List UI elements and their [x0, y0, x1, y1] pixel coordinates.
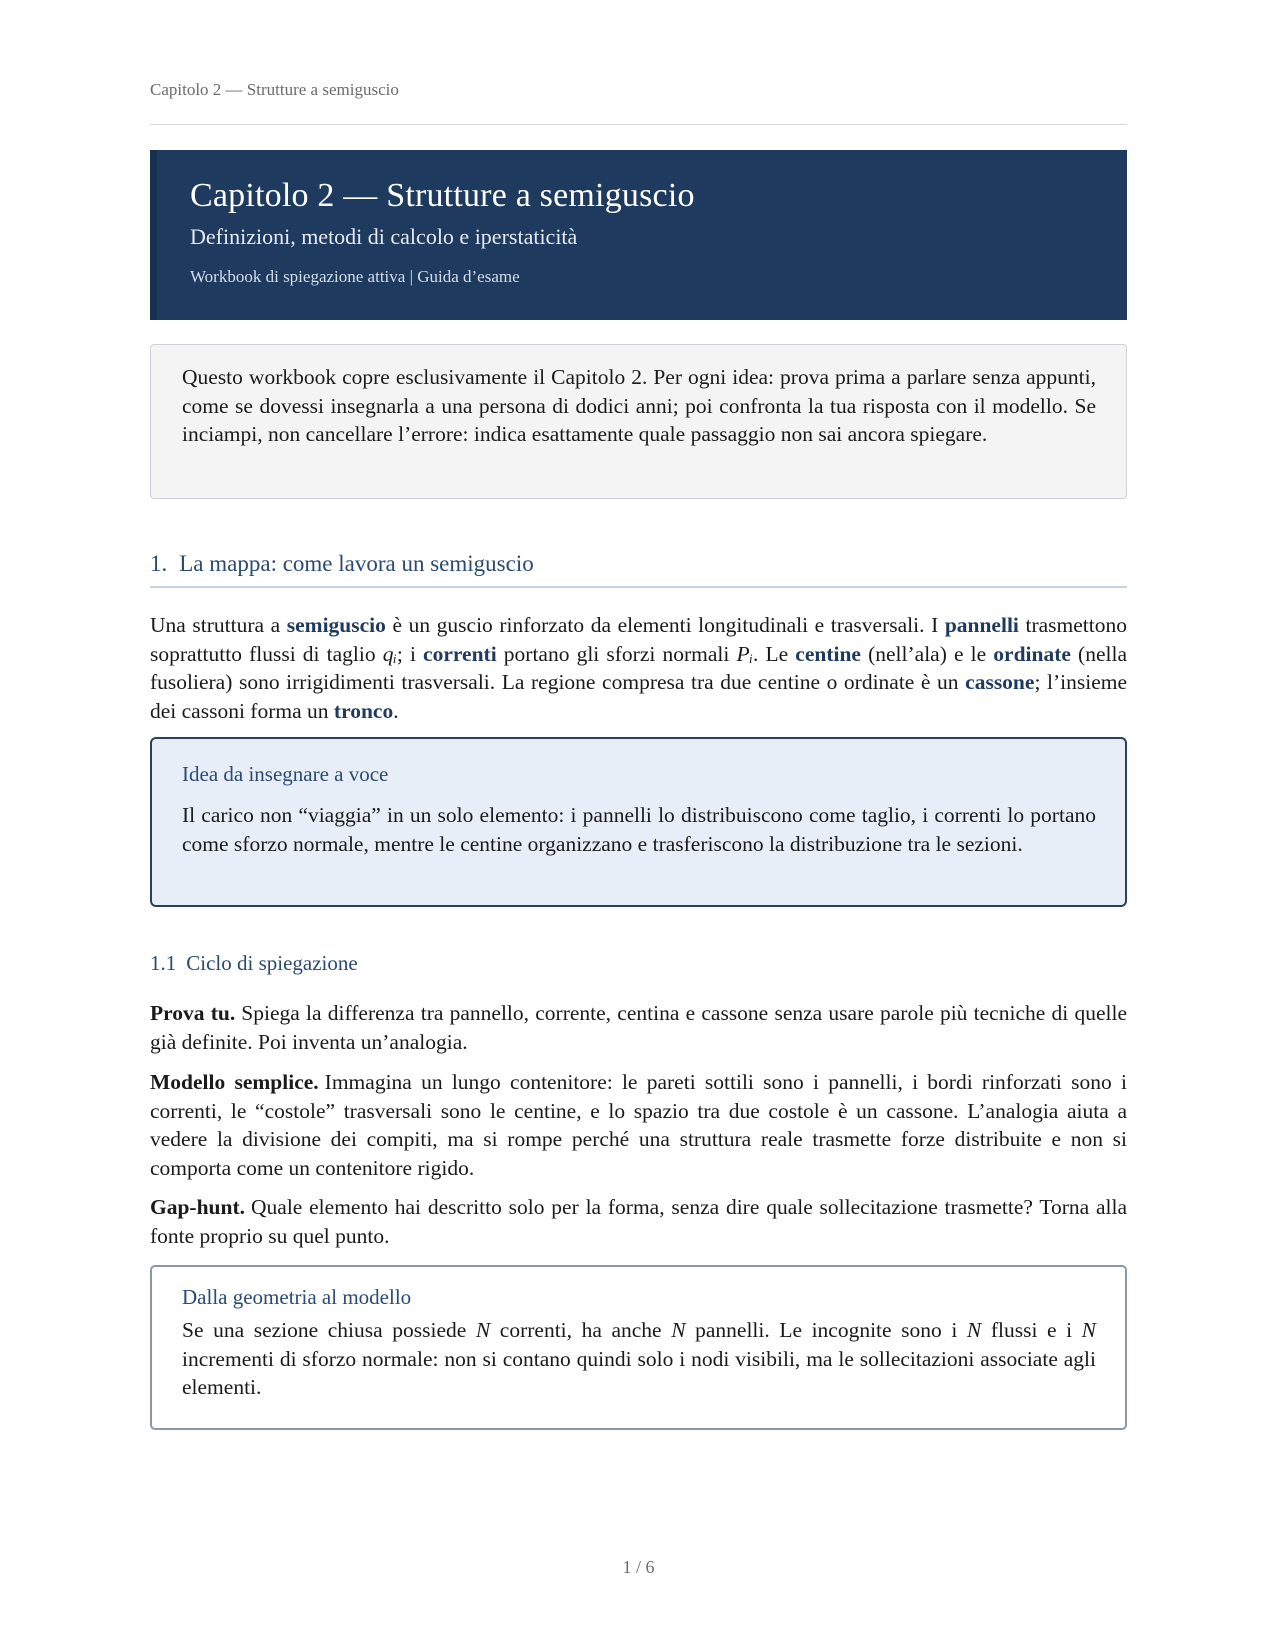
header-divider [150, 124, 1127, 125]
gap-lead: Gap-hunt. [150, 1195, 245, 1219]
text-span: correnti, ha anche [490, 1318, 672, 1342]
math-pi: Pᵢ [736, 641, 753, 666]
keyword-cassone: cassone [965, 670, 1035, 694]
section-paragraph [150, 611, 1127, 725]
keyword-pannelli: pannelli [944, 613, 1019, 637]
gap-text: Quale elemento hai descritto solo per la forma, senza dire quale sollecitazione trasmette? Torna alla fonte proprio su quel punto. [150, 1195, 1127, 1248]
text-span: pannelli. Le incognite sono i [685, 1318, 967, 1342]
text-span: portano gli sforzi normali [496, 641, 737, 666]
geo-box-body [182, 1316, 1096, 1402]
text-span: trasmettono soprattutto flussi di taglio [150, 613, 1127, 666]
geo-box-title: Dalla geometria al modello [182, 1285, 412, 1309]
try-text: Spiega la differenza tra pannello, corrente, centina e cassone senza usare parole più tecniche di quelle già definite. Poi inventa un’analogia. [150, 1001, 1127, 1054]
subsection-heading [150, 951, 358, 976]
chapter-title: Capitolo 2 — Strutture a semiguscio [190, 177, 695, 214]
section-divider [150, 586, 1127, 588]
model-paragraph [150, 1068, 1127, 1182]
text-span: . [393, 698, 399, 723]
intro-box [150, 344, 1127, 499]
idea-box-body: Il carico non “viaggia” in un solo elemento: i pannelli lo distribuiscono come taglio, i correnti lo portano come sforzo normale, mentre le centine organizzano e trasferiscono la distribuzione tra le sezioni. [182, 803, 1096, 856]
text-span: ; i [396, 641, 424, 666]
keyword-centine: centine [795, 641, 861, 666]
keyword-semiguscio: semiguscio [286, 613, 386, 637]
page-number: 1 / 6 [622, 1557, 655, 1577]
section-title: La mappa: come lavora un semiguscio [179, 551, 534, 576]
subsection-number: 1.1 [150, 951, 177, 975]
keyword-tronco: tronco [333, 698, 394, 723]
text-span: Se una sezione chiusa possiede [182, 1318, 476, 1342]
banner-accent-bar [150, 150, 157, 320]
text-span: . Le [753, 641, 796, 666]
try-lead: Prova tu. [150, 1001, 236, 1025]
section-number: 1. [150, 551, 168, 576]
subsection-title: Ciclo di spiegazione [186, 951, 358, 975]
running-header: Capitolo 2 — Strutture a semiguscio [150, 80, 399, 99]
math-n: N [475, 1318, 491, 1342]
chapter-banner [150, 150, 1127, 320]
try-paragraph [150, 999, 1127, 1056]
math-qi: qᵢ [382, 641, 397, 666]
text-span: (nell’ala) e le [860, 641, 994, 666]
geometry-callout-box [150, 1265, 1127, 1430]
gap-hunt-paragraph [150, 1193, 1127, 1250]
section-heading [150, 551, 534, 577]
math-n: N [1081, 1318, 1097, 1342]
text-span: è un guscio rinforzato da elementi longitudinali e trasversali. I [385, 613, 945, 637]
intro-text: Questo workbook copre esclusivamente il Capitolo 2. Per ogni idea: prova prima a parlare senza appunti, come se dovessi insegnarla a una persona di dodici anni; poi confronta la tua risposta con il modello. Se inciampi, non cancellare l’errore: indica esattamente quale passaggio non sai ancora spiegare. [182, 365, 1096, 446]
model-text: Immagina un lungo contenitore: le pareti sottili sono i pannelli, i bordi rinforzati sono i correnti, le “costole” trasversali sono le centine, e lo spazio tra due costole è un cassone. L’analogia aiuta a vedere la divisione dei compiti, ma si rompe perché una struttura reale trasmette forze distribuite e non si comporta come un contenitore rigido. [150, 1070, 1127, 1180]
idea-box-title: Idea da insegnare a voce [182, 762, 389, 786]
keyword-ordinate: ordinate [993, 641, 1071, 666]
math-n: N [966, 1318, 982, 1342]
idea-callout-box [150, 737, 1127, 907]
chapter-meta: Workbook di spiegazione attiva | Guida d’esame [190, 267, 520, 286]
text-span: (nella fusoliera) sono irrigidimenti trasversali. La regione compresa tra due centine o ordinate è un [150, 641, 1127, 694]
text-span: flussi e i [981, 1318, 1082, 1342]
text-span: incrementi di sforzo normale: non si contano quindi solo i nodi visibili, ma le sollecitazioni associate agli elementi. [182, 1346, 1096, 1399]
text-span: ; l’insieme dei cassoni forma un [150, 670, 1128, 723]
chapter-subtitle: Definizioni, metodi di calcolo e iperstaticità [190, 224, 578, 249]
keyword-correnti: correnti [423, 641, 497, 666]
math-n: N [671, 1318, 686, 1342]
text-span: Una struttura a [150, 613, 287, 637]
model-lead: Modello semplice. [150, 1070, 319, 1094]
